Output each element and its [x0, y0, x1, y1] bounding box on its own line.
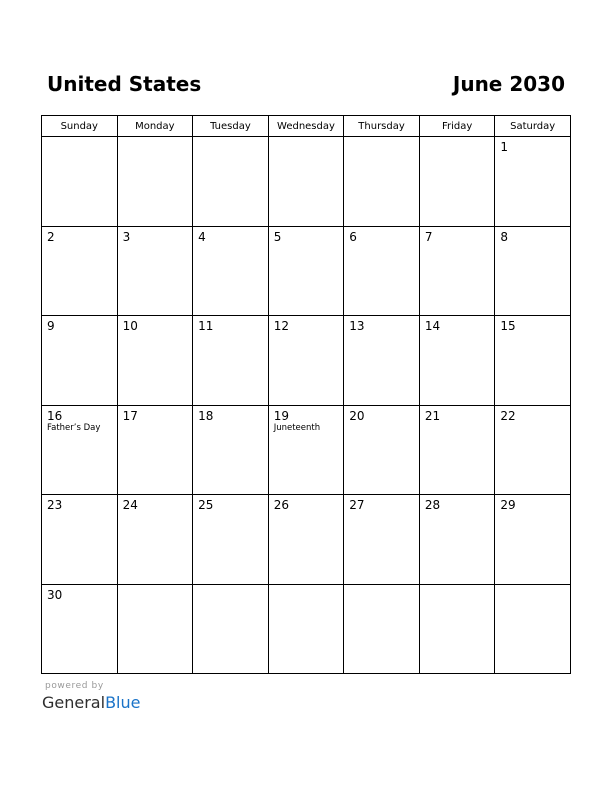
day-cell: [42, 226, 118, 316]
week-row: [42, 584, 571, 674]
holiday-label: Father’s Day: [47, 422, 101, 433]
day-number: 9: [47, 319, 55, 333]
holiday-label: Juneteenth: [273, 422, 321, 433]
weekday-header: Sunday: [42, 116, 118, 137]
day-number: 29: [500, 498, 516, 512]
day-number: 6: [349, 229, 357, 244]
brand-blue-text: Blue: [105, 693, 141, 712]
day-cell: [117, 405, 193, 495]
day-number: 25: [198, 498, 214, 512]
weekday-header: Monday: [117, 116, 193, 137]
day-cell: [344, 137, 420, 227]
day-number: 3: [122, 229, 131, 244]
day-cell: [117, 495, 193, 585]
day-number: 5: [273, 229, 282, 244]
brand-general-text: General: [42, 693, 106, 712]
day-cell: [344, 495, 420, 585]
day-number: 16: [47, 408, 63, 423]
day-cell: [419, 137, 495, 227]
powered-by-label: powered by: [45, 681, 104, 691]
day-cell: [42, 137, 118, 227]
day-cell: [344, 316, 420, 406]
week-row: [42, 137, 571, 227]
weekday-header: Wednesday: [268, 116, 344, 137]
day-number: 7: [424, 229, 433, 244]
day-cell: [268, 584, 344, 674]
day-cell: [42, 405, 118, 495]
day-cell: [42, 584, 118, 674]
day-number: 30: [47, 587, 63, 602]
weekday-header: Thursday: [344, 116, 420, 137]
day-number: 2: [47, 229, 55, 244]
day-number: 13: [349, 319, 365, 333]
day-cell: [193, 226, 269, 316]
week-row: [42, 495, 571, 585]
day-number: 12: [273, 319, 289, 333]
day-number: 15: [500, 319, 516, 333]
day-cell: [344, 226, 420, 316]
day-number: 21: [424, 408, 441, 423]
day-cell: [42, 316, 118, 406]
day-cell: [419, 226, 495, 316]
day-cell: [419, 316, 495, 406]
weekday-header: Tuesday: [193, 116, 269, 137]
day-cell: [117, 137, 193, 227]
day-number: 11: [198, 319, 214, 333]
day-cell: [495, 405, 571, 495]
day-cell: [193, 405, 269, 495]
day-cell: [495, 495, 571, 585]
week-row: [42, 226, 571, 316]
day-cell: [193, 584, 269, 674]
calendar-grid: [41, 115, 571, 674]
day-number: 22: [500, 408, 516, 423]
day-cell: [268, 495, 344, 585]
day-number: 27: [349, 498, 365, 512]
day-cell: [419, 495, 495, 585]
day-number: 1: [500, 140, 509, 154]
day-cell: [117, 584, 193, 674]
day-cell: [193, 316, 269, 406]
day-number: 18: [198, 408, 214, 423]
day-number: 26: [273, 498, 289, 512]
day-number: 23: [47, 498, 63, 512]
day-cell: [117, 226, 193, 316]
day-number: 28: [424, 498, 441, 512]
calendar-body: [42, 137, 571, 674]
day-cell: [268, 316, 344, 406]
day-cell: [268, 137, 344, 227]
day-number: 19: [273, 408, 289, 423]
day-number: 4: [198, 229, 206, 244]
day-cell: [495, 226, 571, 316]
day-cell: [193, 495, 269, 585]
month-year-title: June 2030: [452, 72, 565, 96]
weekday-header: Saturday: [495, 116, 571, 137]
day-cell: [268, 405, 344, 495]
day-cell: [117, 316, 193, 406]
day-cell: [42, 495, 118, 585]
weekday-header-row: [42, 116, 571, 137]
day-cell: [495, 584, 571, 674]
day-cell: [495, 316, 571, 406]
day-cell: [419, 584, 495, 674]
day-cell: [419, 405, 495, 495]
day-cell: [344, 584, 420, 674]
country-title: United States: [47, 72, 202, 96]
day-cell: [268, 226, 344, 316]
day-number: 24: [122, 498, 138, 512]
day-cell: [344, 405, 420, 495]
day-number: 17: [122, 408, 138, 423]
week-row: [42, 316, 571, 406]
generalblue-logo[interactable]: [42, 693, 140, 712]
day-number: 8: [500, 229, 509, 244]
day-cell: [193, 137, 269, 227]
week-row: [42, 405, 571, 495]
day-number: 10: [122, 319, 138, 333]
day-number: 14: [424, 319, 441, 333]
day-number: 20: [349, 408, 365, 423]
weekday-header: Friday: [419, 116, 495, 137]
day-cell: [495, 137, 571, 227]
